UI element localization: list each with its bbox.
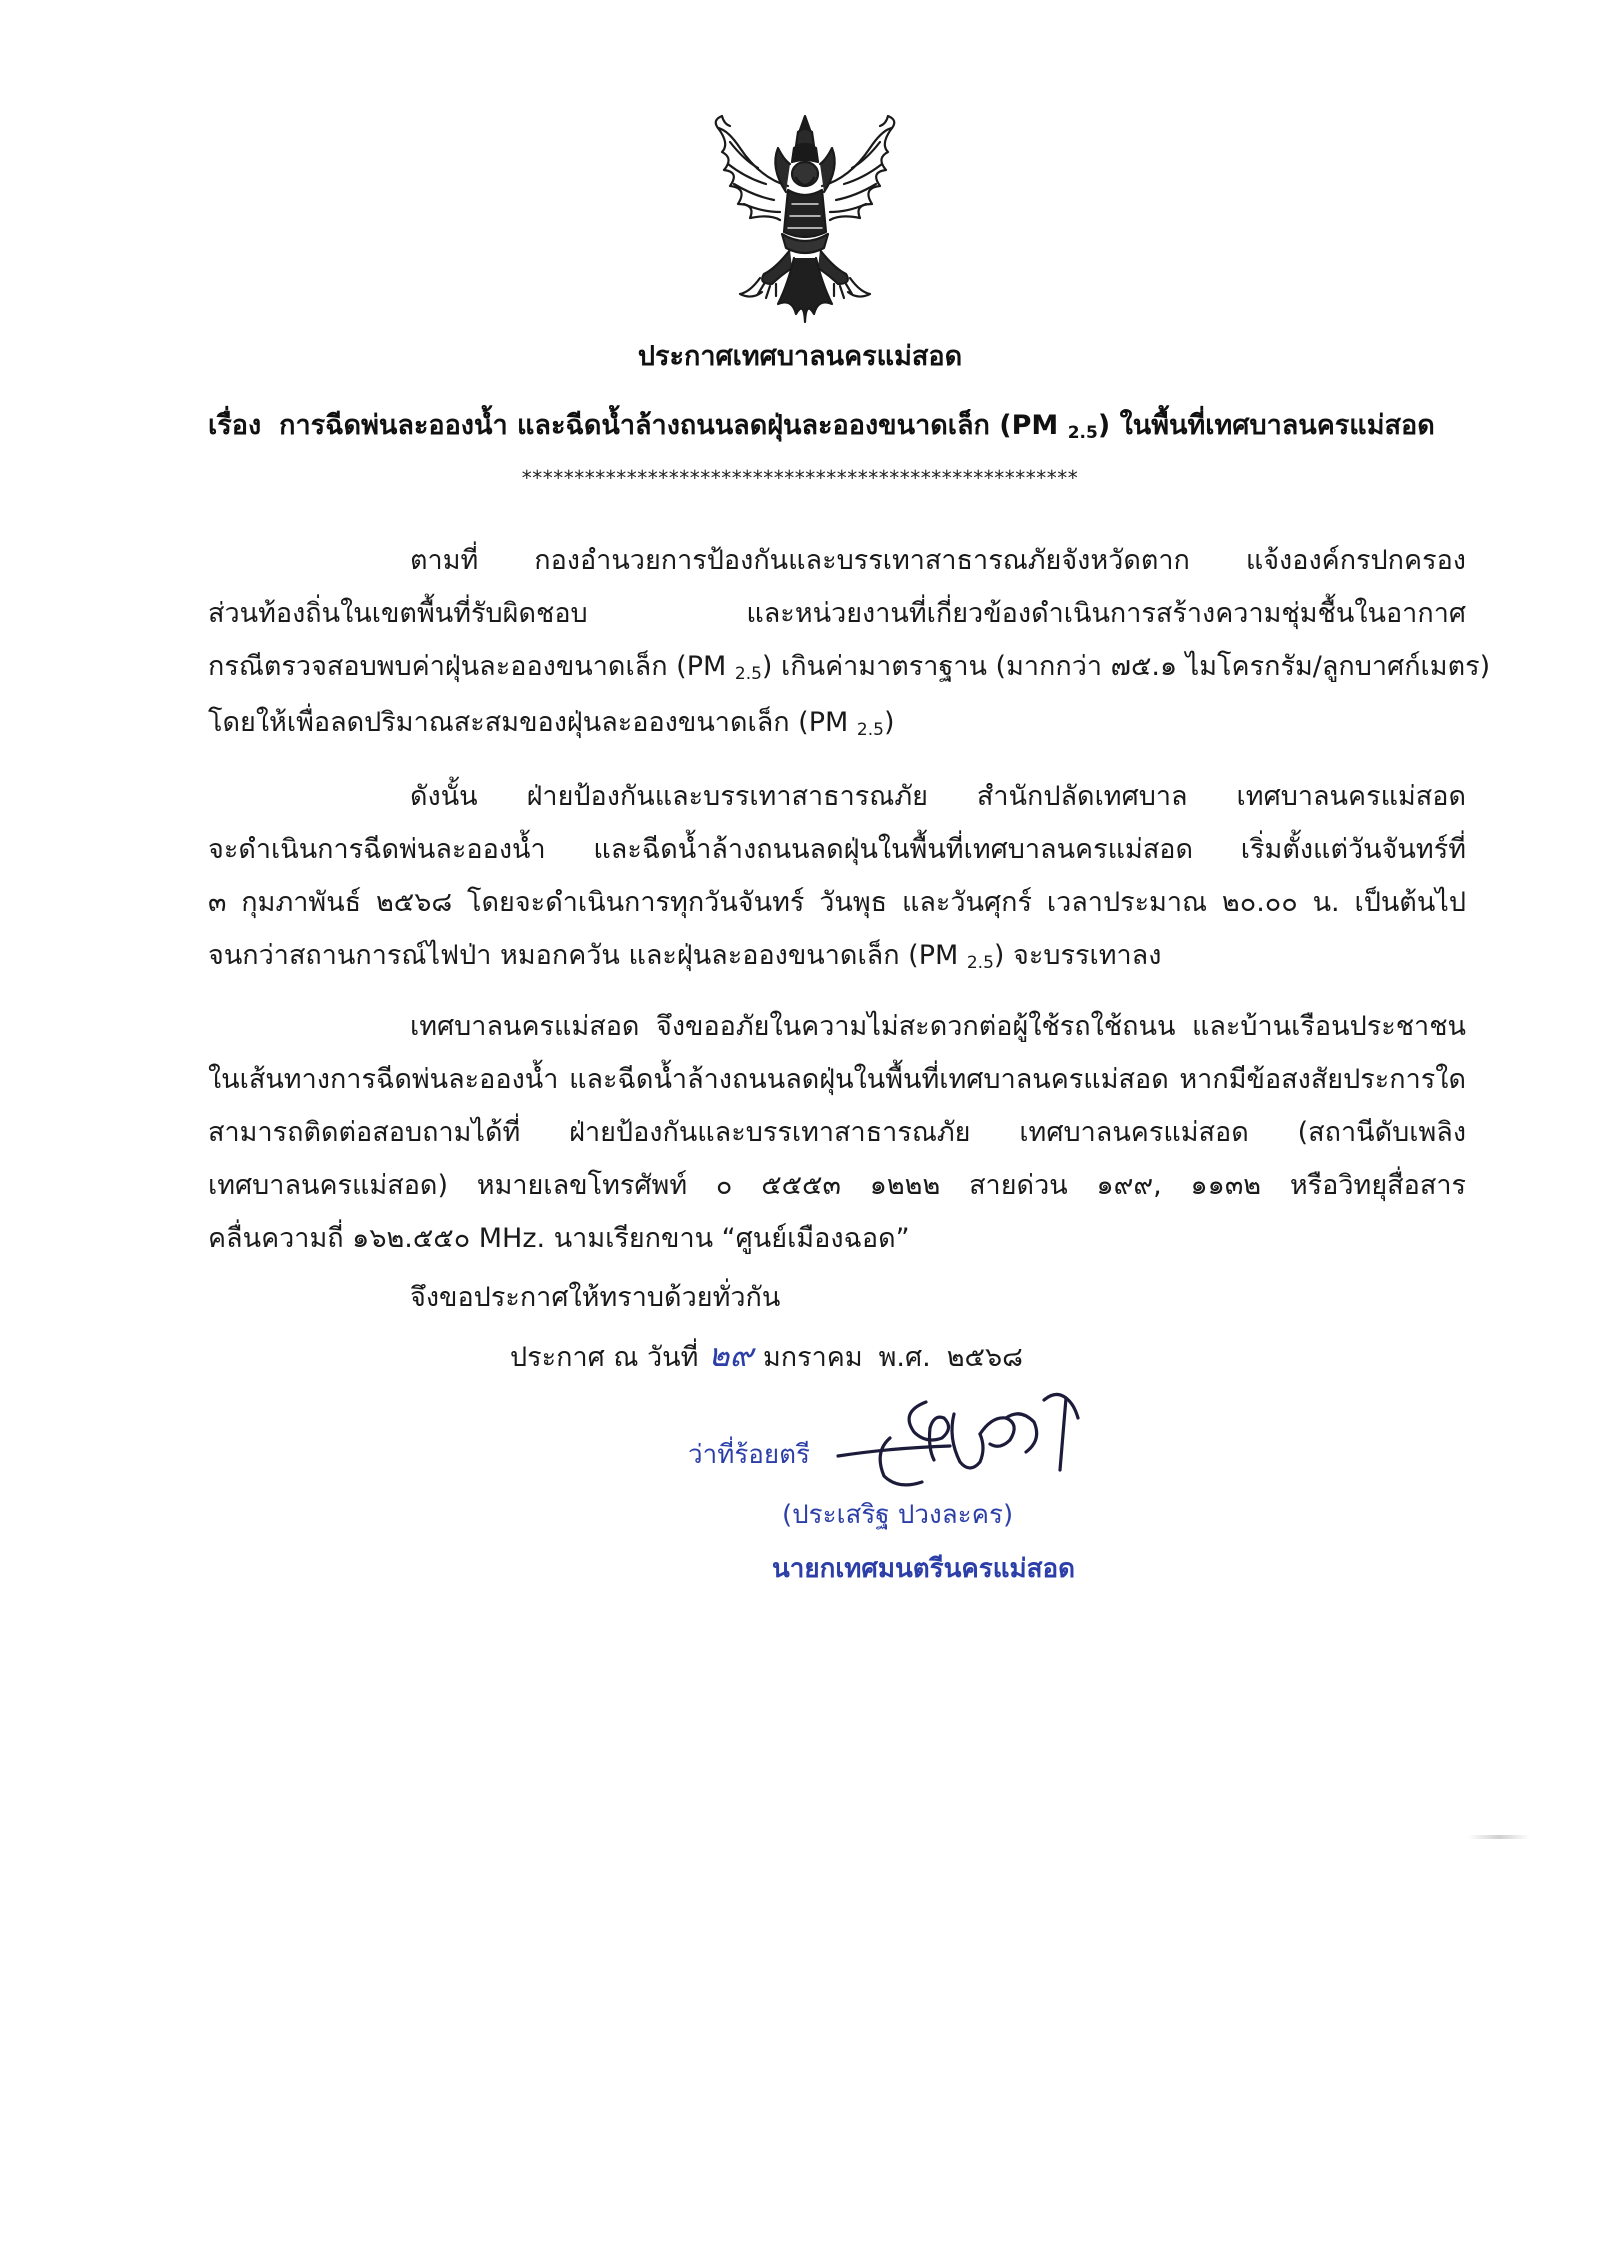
- scan-artifact: [1468, 1835, 1530, 1839]
- paragraph1-line3-subscript: 2.5: [734, 664, 762, 684]
- signatory-name: (ประเสริฐ ปวงละคร): [782, 1500, 1014, 1530]
- paragraph1-line3-post: ) เกินค่ามาตราฐาน (มากกว่า ๗๕.๑ ไมโครกรัม/ลูกบาศก์เมตร): [761, 651, 1491, 682]
- signatory-rank: ว่าที่ร้อยตรี: [688, 1440, 811, 1470]
- paragraph3-line5: คลื่นความถี่ ๑๖๒.๕๕๐ MHz. นามเรียกขาน “ศูนย์เมืองฉอด”: [208, 1223, 910, 1254]
- paragraph3-line4: เทศบาลนครแม่สอด) หมายเลขโทรศัพท์ ๐ ๕๕๕๓ ๑๒๒๒ สายด่วน ๑๙๙, ๑๑๓๒ หรือวิทยุสื่อสาร: [208, 1170, 1466, 1201]
- paragraph3-line2: ในเส้นทางการฉีดพ่นละอองน้ำ และฉีดน้ำล้างถนนลดฝุ่นในพื้นที่เทศบาลนครแม่สอด หากมีข้อสงสัยประการใด: [208, 1064, 1466, 1095]
- announcement-date: [510, 1330, 1023, 1381]
- paragraph2-line4-post: ) จะบรรเทาลง: [993, 940, 1162, 971]
- date-month: มกราคม: [762, 1342, 863, 1373]
- paragraph2-line2: จะดำเนินการฉีดพ่นละอองน้ำ และฉีดน้ำล้างถนนลดฝุ่นในพื้นที่เทศบาลนครแม่สอด เริ่มตั้งแต่วันจันทร์ที่: [208, 834, 1466, 865]
- date-year: ๒๕๖๘: [946, 1342, 1023, 1373]
- paragraph1-line3: [208, 644, 1491, 687]
- paragraph1-line1: ตามที่ กองอำนวยการป้องกันและบรรเทาสาธารณภัยจังหวัดตาก แจ้งองค์กรปกครอง: [410, 545, 1466, 576]
- paragraph3-line3: สามารถติดต่อสอบถามได้ที่ ฝ่ายป้องกันและบรรเทาสาธารณภัย เทศบาลนครแม่สอด (สถานีดับเพลิง: [208, 1117, 1466, 1148]
- paragraph2-line1: ดังนั้น ฝ่ายป้องกันและบรรเทาสาธารณภัย สำนักปลัดเทศบาล เทศบาลนครแม่สอด: [410, 781, 1466, 812]
- paragraph2-line4: [208, 933, 1161, 976]
- closing-text: จึงขอประกาศให้ทราบด้วยทั่วกัน: [410, 1282, 781, 1313]
- paragraph1-line4-subscript: 2.5: [856, 720, 884, 740]
- paragraph2-line4-pre: จนกว่าสถานการณ์ไฟป่า หมอกควัน และฝุ่นละอองขนาดเล็ก (PM: [208, 940, 959, 971]
- announcement-title: ประกาศเทศบาลนครแม่สอด: [637, 341, 963, 372]
- paragraph3-line1: เทศบาลนครแม่สอด จึงขออภัยในความไม่สะดวกต่อผู้ใช้รถใช้ถนน และบ้านเรือนประชาชน: [410, 1011, 1466, 1042]
- date-day-handwritten: ๒๙: [708, 1336, 753, 1374]
- signatory-position: นายกเทศมนตรีนครแม่สอด: [772, 1554, 1076, 1584]
- date-prefix: ประกาศ ณ วันที่: [510, 1342, 699, 1373]
- paragraph2-line3: ๓ กุมภาพันธ์ ๒๕๖๘ โดยจะดำเนินการทุกวันจันทร์ วันพุธ และวันศุกร์ เวลาประมาณ ๒๐.๐๐ น. เป็นต้นไป: [208, 887, 1466, 918]
- date-era: พ.ศ.: [878, 1342, 931, 1373]
- subject-text-pre: การฉีดพ่นละอองน้ำ และฉีดน้ำล้างถนนลดฝุ่นละอองขนาดเล็ก (PM: [279, 410, 1059, 441]
- separator-line: *****************************************************: [521, 466, 1079, 490]
- paragraph2-line4-subscript: 2.5: [966, 953, 994, 973]
- announcement-subject: [208, 403, 1435, 446]
- paragraph1-line2: ส่วนท้องถิ่นในเขตพื้นที่รับผิดชอบ และหน่วยงานที่เกี่ยวข้องดำเนินการสร้างความชุ่มชื้นในอากาศ: [208, 598, 1466, 629]
- paragraph1-line4-post: ): [883, 707, 895, 738]
- paragraph1-line4-pre: โดยให้เพื่อลดปริมาณสะสมของฝุ่นละอองขนาดเล็ก (PM: [208, 707, 849, 738]
- subject-key: เรื่อง: [208, 410, 262, 441]
- handwritten-signature: [830, 1378, 1130, 1508]
- paragraph1-line4: [208, 700, 894, 743]
- subject-subscript: 2.5: [1067, 423, 1098, 443]
- paragraph1-line3-pre: กรณีตรวจสอบพบค่าฝุ่นละอองขนาดเล็ก (PM: [208, 651, 727, 682]
- garuda-emblem-icon: [700, 108, 910, 330]
- subject-text-post: ) ในพื้นที่เทศบาลนครแม่สอด: [1097, 410, 1435, 441]
